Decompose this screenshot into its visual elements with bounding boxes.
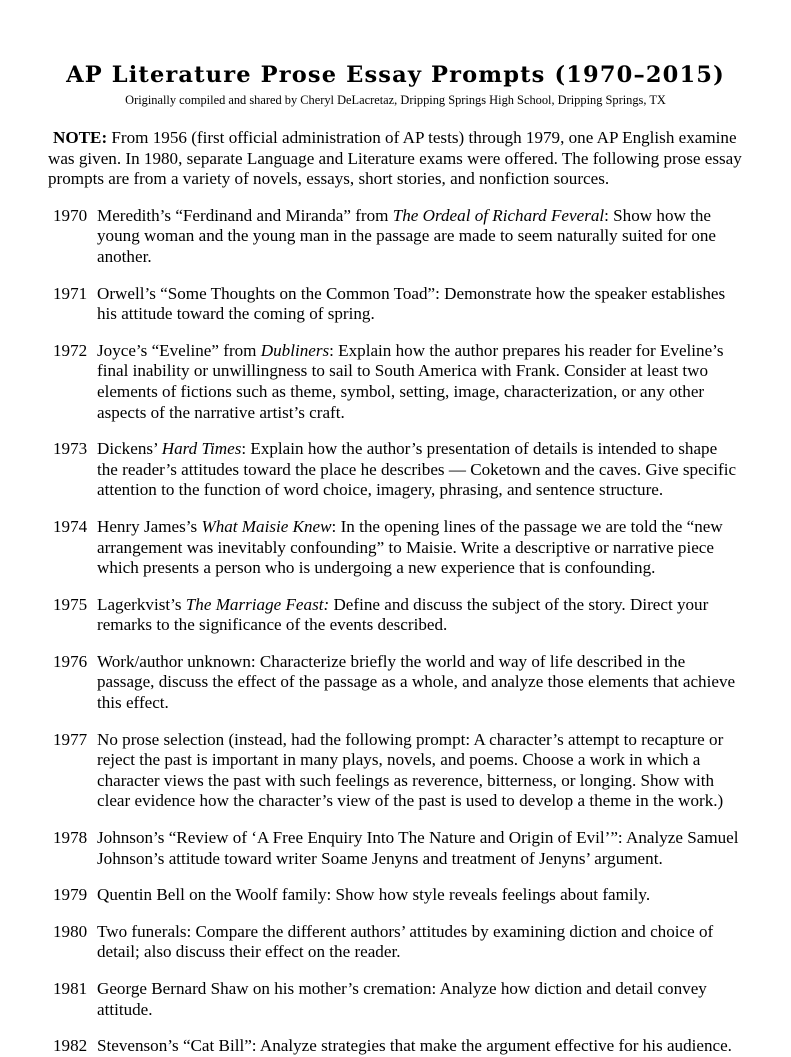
prompt-text <box>97 341 742 423</box>
prompt-segment: Henry James’s <box>97 516 202 536</box>
prompt-segment: Work/author unknown: Characterize briefly the world and way of life described in the passage, discuss the effect of the passage as a whole, and analyze those elements that achieve this effect. <box>97 651 736 713</box>
prompt-entry <box>48 730 742 812</box>
prompt-text <box>97 517 742 579</box>
prompt-year: 1976 <box>53 651 88 671</box>
prompt-segment: Quentin Bell on the Woolf family: Show how style reveals feelings about family. <box>97 885 651 905</box>
note-paragraph <box>48 128 742 190</box>
prompt-year: 1975 <box>53 594 88 614</box>
prompt-year: 1974 <box>53 516 88 536</box>
prompt-year: 1982 <box>53 1036 88 1056</box>
prompt-segment: Joyce’s “Eveline” from <box>97 340 261 360</box>
work-title: The Marriage Feast: <box>185 594 330 614</box>
note-label: NOTE: <box>53 128 108 147</box>
prompt-entry <box>48 652 742 714</box>
prompt-entry <box>48 206 742 268</box>
prompt-text <box>97 979 742 1020</box>
prompt-year: 1979 <box>53 885 88 905</box>
prompt-text <box>97 922 742 963</box>
prompt-year: 1971 <box>53 283 88 303</box>
prompt-year: 1973 <box>53 439 88 459</box>
prompt-year: 1977 <box>53 729 88 749</box>
prompt-entry <box>48 595 742 636</box>
prompt-segment: Orwell’s “Some Thoughts on the Common Toad”: Demonstrate how the speaker establishes his attitude toward the coming of spring. <box>97 283 726 324</box>
prompt-text <box>97 1036 742 1057</box>
prompt-entry <box>48 828 742 869</box>
prompt-segment: Dickens’ <box>97 439 162 459</box>
prompt-segment: : In the opening lines of the passage we are told the “new arrangement was inevitably confounding” to Maisie. Write a descriptive or narrative piece which presents a person who is undergoing a new experience that is confounding. <box>97 516 723 578</box>
prompt-segment: Define and discuss the subject of the story. Direct your remarks to the significance of the events described. <box>97 594 709 635</box>
prompt-text <box>97 206 742 268</box>
prompt-entry <box>48 885 742 906</box>
prompt-year: 1981 <box>53 979 88 998</box>
prompt-segment: : Show how the young woman and the young man in the passage are made to seem naturally suited for one another. <box>97 205 716 266</box>
prompt-entry <box>48 517 742 579</box>
prompt-entry <box>48 979 742 1020</box>
prompt-text <box>97 828 742 869</box>
work-title: Hard Times <box>161 439 242 459</box>
prompt-text <box>97 439 742 501</box>
prompt-text <box>97 284 742 325</box>
prompt-segment: Meredith’s “Ferdinand and Miranda” from <box>97 205 393 225</box>
prompt-year: 1970 <box>53 205 88 225</box>
prompt-entry <box>48 341 742 423</box>
prompt-segment: : Explain how the author prepares his reader for Eveline’s final inability or unwillingness to sail to South America with Frank. Consider at least two elements of fictions such as theme, symbol, setting, image, characterization, or any other aspects of the narrative artist’s craft. <box>97 340 724 422</box>
work-title: Dubliners <box>260 340 330 360</box>
prompt-year: 1980 <box>53 921 88 941</box>
prompt-segment: George Bernard Shaw on his mother’s cremation: Analyze how diction and detail convey attitude. <box>97 979 707 1019</box>
prompt-entry <box>48 1036 742 1057</box>
prompt-entry <box>48 922 742 963</box>
prompt-list <box>48 206 742 1057</box>
prompt-year: 1978 <box>53 828 88 848</box>
prompt-segment: No prose selection (instead, had the following prompt: A character’s attempt to recapture or reject the past is important in many plays, novels, and poems. Choose a work in which a character views the past with such feelings as reverence, bitterness, or longing. Show with clear evidence how the character’s view of the past is used to develop a theme in the work.) <box>97 729 724 811</box>
work-title: The Ordeal of Richard Feveral <box>392 205 605 225</box>
prompt-segment: Lagerkvist’s <box>97 594 186 614</box>
document-byline: Originally compiled and shared by Cheryl DeLacretaz, Dripping Springs High School, Dripping Springs, TX <box>125 93 666 107</box>
page-title: AP Literature Prose Essay Prompts (1970–2015) <box>66 62 725 88</box>
prompt-text <box>97 595 742 636</box>
prompt-entry <box>48 284 742 325</box>
prompt-segment: : Explain how the author’s presentation of details is intended to shape the reader’s attitudes toward the place he describes — Coketown and the caves. Give specific attention to the function of word choice, imagery, phrasing, and sentence structure. <box>97 439 737 500</box>
prompt-text <box>97 885 742 906</box>
work-title: What Maisie Knew <box>201 516 332 536</box>
prompt-segment: Two funerals: Compare the different authors’ attitudes by examining diction and choice of detail; also discuss their effect on the reader. <box>97 921 714 962</box>
prompt-text <box>97 652 742 714</box>
prompt-year: 1972 <box>53 340 88 360</box>
prompt-text <box>97 730 742 812</box>
document-body <box>48 128 742 1057</box>
prompt-segment: Johnson’s “Review of ‘A Free Enquiry Into The Nature and Origin of Evil’”: Analyze Samuel Johnson’s attitude toward writer Soame Jenyns and treatment of Jenyns’ argument. <box>97 828 739 868</box>
prompt-segment: Stevenson’s “Cat Bill”: Analyze strategies that make the argument effective for his audience. <box>97 1036 732 1056</box>
prompt-entry <box>48 439 742 501</box>
note-text: From 1956 (first official administration of AP tests) through 1979, one AP English examine was given. In 1980, separate Language and Literature exams were offered. The following prose essay prompts are from a variety of novels, essays, short stories, and nonfiction sources. <box>48 128 742 189</box>
